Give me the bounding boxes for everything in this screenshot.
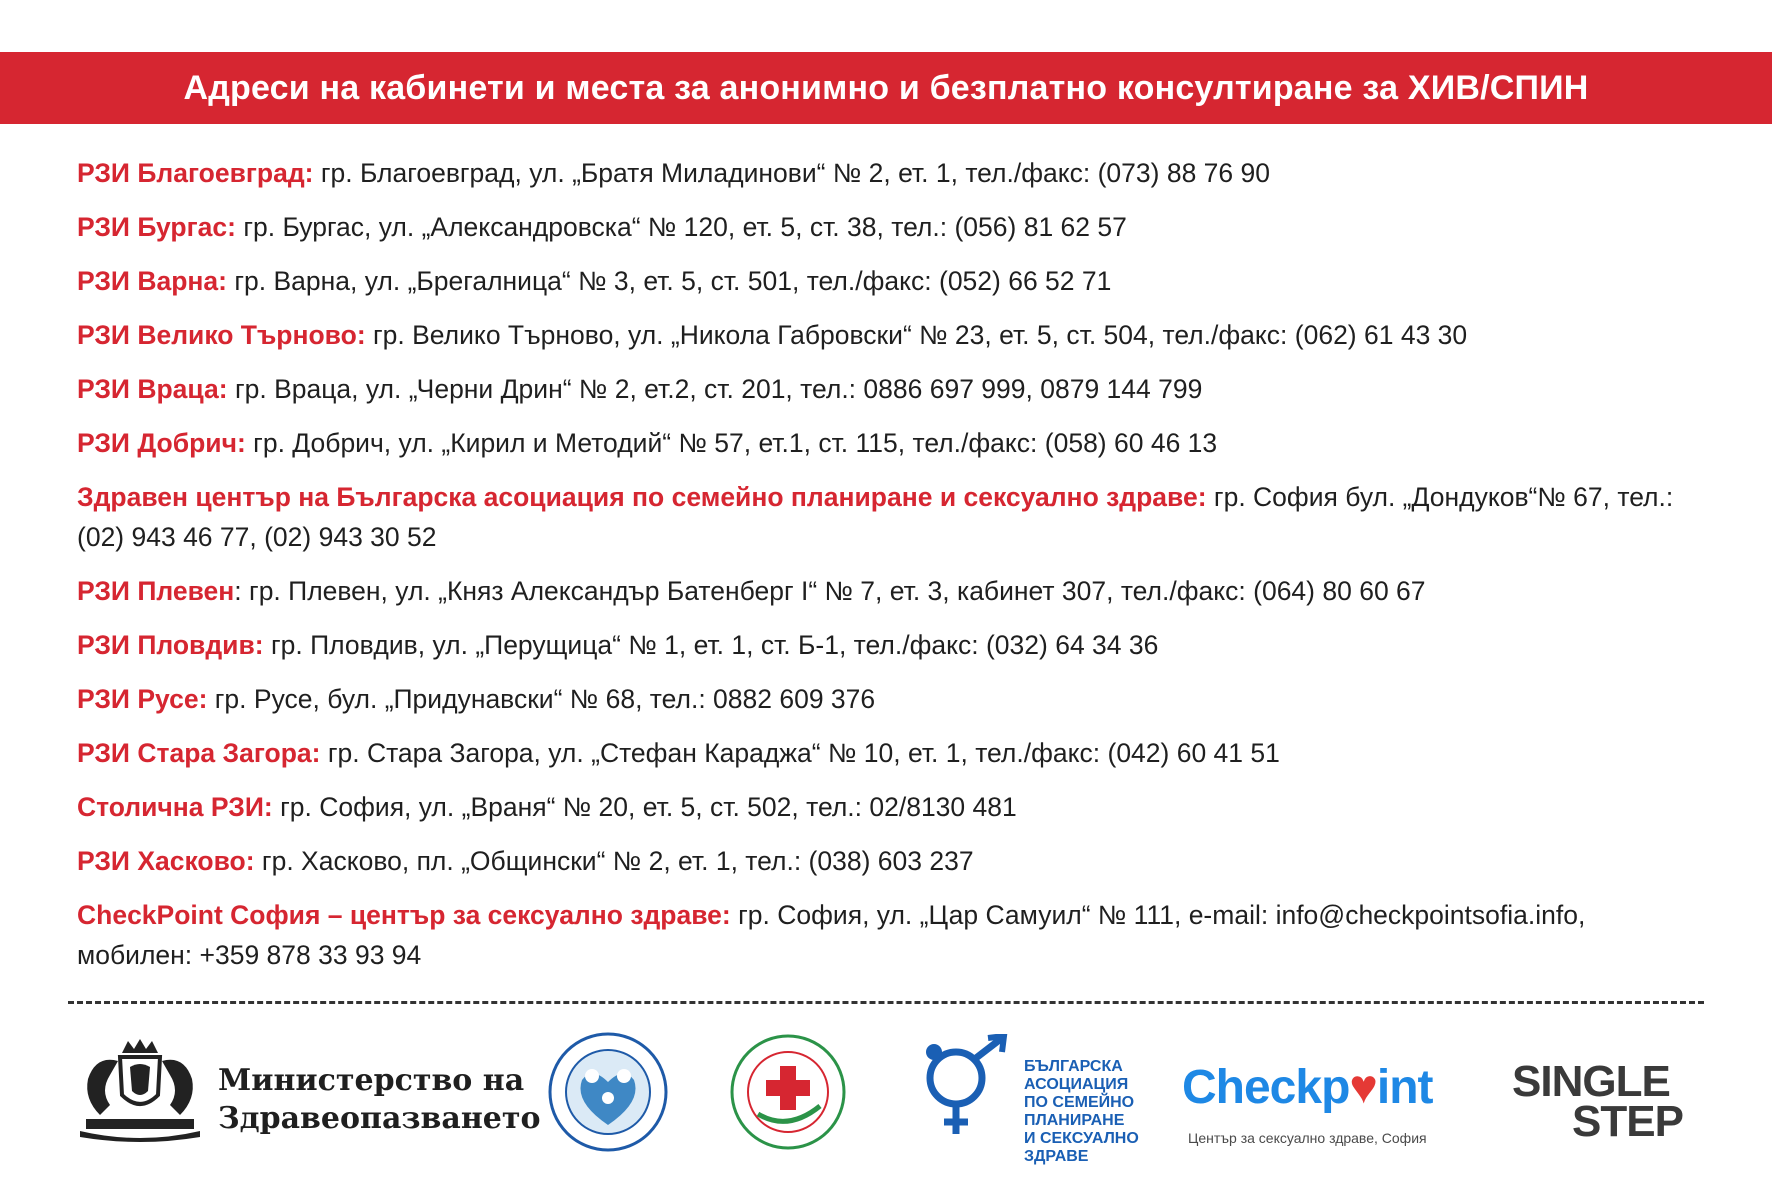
gender-symbols-icon: [916, 1034, 1016, 1144]
entry-label: РЗИ Плевен: [77, 576, 235, 606]
ministry-logo: [70, 1030, 541, 1160]
address-entry-ruse: [77, 679, 1707, 719]
title-banner: [0, 52, 1772, 124]
entry-label: РЗИ Хасково:: [77, 846, 255, 876]
entry-text: гр. Велико Търново, ул. „Никола Габровски“ № 23, ет. 5, ст. 504, тел./факс: (062) 61 43 30: [365, 320, 1468, 350]
entry-label: РЗИ Стара Загора:: [77, 738, 321, 768]
singlestep-wordmark: SINGLE STEP: [1512, 1057, 1683, 1146]
address-entry-sofia-rzi: [77, 787, 1707, 827]
entry-label: CheckPoint София – център за сексуално здраве:: [77, 900, 731, 930]
entry-label: РЗИ Велико Търново:: [77, 320, 366, 350]
redcross-youth-logo: [728, 1032, 848, 1152]
entry-label: РЗИ Бургас:: [77, 212, 236, 242]
family-heart-icon: [546, 1030, 670, 1154]
address-list: [77, 153, 1707, 989]
red-cross-icon: [728, 1032, 848, 1152]
entry-label: РЗИ Добрич:: [77, 428, 246, 458]
checkpoint-logo: [1182, 1030, 1472, 1160]
entry-text: гр. Хасково, пл. „Общински“ № 2, ет. 1, тел.: (038) 603 237: [254, 846, 974, 876]
address-entry-varna: [77, 261, 1707, 301]
entry-text: : гр. Плевен, ул. „Княз Александър Батенберг I“ № 7, ет. 3, кабинет 307, тел./факс: (064) 80 60 67: [234, 576, 1426, 606]
address-entry-checkpoint: [77, 895, 1707, 975]
address-entry-burgas: [77, 207, 1707, 247]
ncpha-logo: [546, 1030, 670, 1154]
address-entry-vratsa: [77, 369, 1707, 409]
address-entry-bapzs-center: [77, 477, 1707, 557]
entry-text: гр. Добрич, ул. „Кирил и Методий“ № 57, ет.1, ст. 115, тел./факс: (058) 60 46 13: [245, 428, 1218, 458]
heart-pin-icon: ♥: [1349, 1061, 1377, 1114]
ministry-name: Министерство на Здравеопазването: [218, 1063, 541, 1136]
address-entry-stara-zagora: [77, 733, 1707, 773]
entry-text: гр. Бургас, ул. „Александровска“ № 120, ет. 5, ст. 38, тел.: (056) 81 62 57: [235, 212, 1127, 242]
entry-label: РЗИ Русе:: [77, 684, 208, 714]
entry-label: РЗИ Пловдив:: [77, 630, 264, 660]
singlestep-logo: [1512, 1044, 1712, 1144]
address-entry-haskovo: [77, 841, 1707, 881]
page-title: Адреси на кабинети и места за анонимно и безплатно консултиране за ХИВ/СПИН: [183, 68, 1589, 107]
address-entry-plovdiv: [77, 625, 1707, 665]
checkpoint-subtitle: Център за сексуално здраве, София: [1188, 1130, 1427, 1146]
entry-text: гр. Варна, ул. „Брегалница“ № 3, ет. 5, ст. 501, тел./факс: (052) 66 52 71: [226, 266, 1112, 296]
entry-text: гр. Стара Загора, ул. „Стефан Караджа“ № 10, ет. 1, тел./факс: (042) 60 41 51: [320, 738, 1280, 768]
address-entry-veliko-tarnovo: [77, 315, 1707, 355]
address-entry-blagoevgrad: [77, 153, 1707, 193]
entry-label: Здравен център на Българска асоциация по семейно планиране и сексуално здраве:: [77, 482, 1207, 512]
coat-of-arms-icon: [70, 1035, 210, 1145]
address-entry-pleven: [77, 571, 1707, 611]
partner-logos: [0, 1020, 1772, 1170]
entry-text: гр. Пловдив, ул. „Перущица“ № 1, ет. 1, ст. Б-1, тел./факс: (032) 64 34 36: [263, 630, 1159, 660]
entry-text: гр. Враца, ул. „Черни Дрин“ № 2, ет.2, ст. 201, тел.: 0886 697 999, 0879 144 799: [227, 374, 1203, 404]
entry-text: гр. София, ул. „Цар Самуил“ № 111, e-mail: info@checkpointsofia.info, мобилен: +359 878 33 93 94: [77, 900, 1586, 970]
entry-text: гр. Благоевград, ул. „Братя Миладинови“ № 2, ет. 1, тел./факс: (073) 88 76 90: [313, 158, 1270, 188]
entry-label: РЗИ Варна:: [77, 266, 227, 296]
entry-label: РЗИ Благоевград:: [77, 158, 314, 188]
address-entry-dobrich: [77, 423, 1707, 463]
checkpoint-wordmark: Checkp♥int: [1182, 1061, 1433, 1114]
entry-label: РЗИ Враца:: [77, 374, 228, 404]
entry-text: гр. София, ул. „Враня“ № 20, ет. 5, ст. 502, тел.: 02/8130 481: [272, 792, 1017, 822]
dashed-divider: [68, 1001, 1704, 1004]
entry-text: гр. Русе, бул. „Придунавски“ № 68, тел.: 0882 609 376: [207, 684, 876, 714]
entry-text: гр. София бул. „Дондуков“№ 67, тел.: (02) 943 46 77, (02) 943 30 52: [77, 482, 1674, 552]
bapzs-name: БЪЛГАРСКА АСОЦИАЦИЯ ПО СЕМЕЙНО ПЛАНИРАНЕ И СЕКСУАЛНО ЗДРАВЕ: [1024, 1058, 1139, 1165]
bapzs-logo: [916, 1034, 1156, 1164]
entry-label: Столична РЗИ:: [77, 792, 273, 822]
